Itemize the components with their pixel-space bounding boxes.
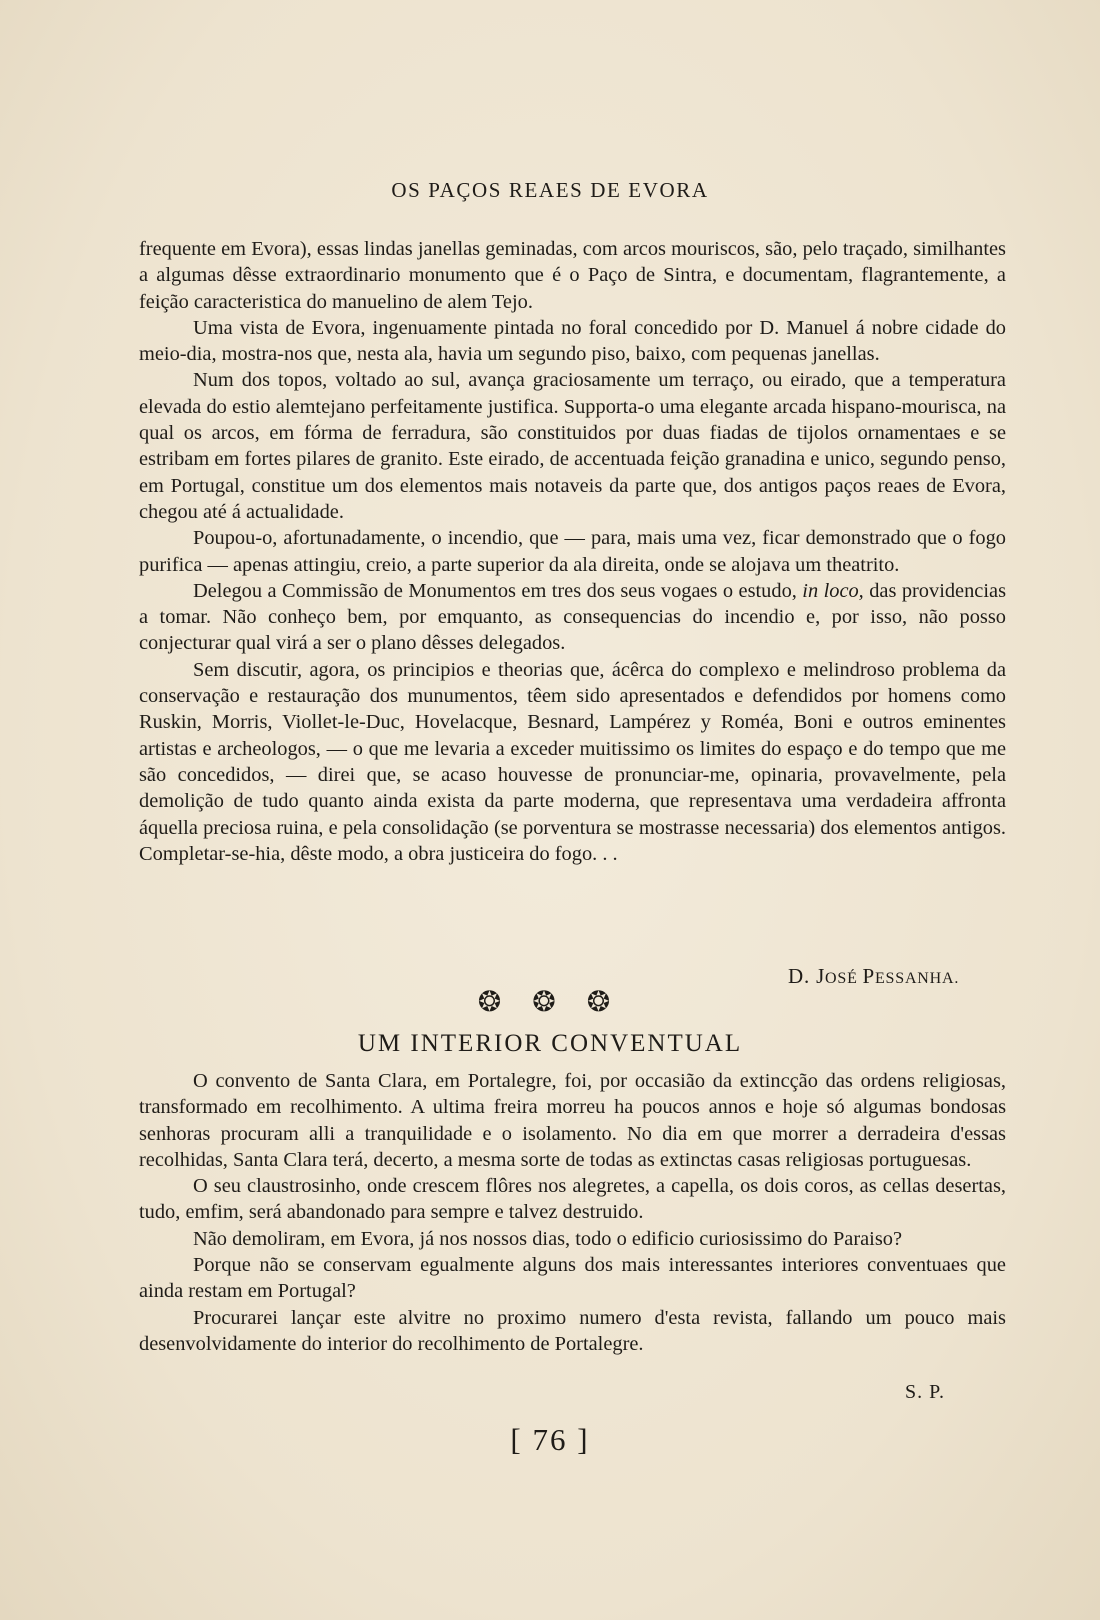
paragraph: Porque não se conservam egualmente alguns dos mais interessantes interiores conventuaes que ainda restam em Portugal? [139, 1254, 1006, 1303]
section-title: UM INTERIOR CONVENTUAL [357, 1030, 743, 1057]
paragraph: Procurarei lançar este alvitre no proximo numero d'esta revista, fallando um pouco mais desenvolvidamente do interior do recolhimento de Portalegre. [139, 1306, 1006, 1355]
signature-part: P [862, 964, 875, 988]
paragraph: Num dos topos, voltado ao sul, avança graciosamente um terraço, ou eirado, que a temperatura elevada do estio alemtejano perfeitamente justifica. Supporta-o uma elegante arcada hispano-mourisca, na qual os arcos, em fórma de ferradura, são constituidos por duas fiadas de tijolos ornamentaes e se estribam em fortes pilares de granito. Este eirado, de accentuada feição granadina e unico, segundo penso, em Portugal, constitue um dos elementos mais notaveis da parte que, dos antigos paços reaes de Evora, chegou até á actualidade. [139, 369, 1006, 523]
signature-part: D. J [788, 964, 826, 988]
paragraph: O seu claustrosinho, onde crescem flôres nos alegretes, a capella, os dois coros, as cellas desertas, tudo, emfim, será abandonado para sempre e talvez destruido. [139, 1175, 1006, 1224]
paragraph-text: Delegou a Commissão de Monumentos em tres dos seus vogaes o estudo, [193, 579, 803, 602]
paragraph: frequente em Evora), essas lindas janellas geminadas, com arcos mouriscos, são, pelo traçado, similhantes a algumas dêsse extraordinario monumento que é o Paço de Sintra, e documentam, flagrantemente, a feição caracteristica do manuelino de alem Tejo. [139, 238, 1006, 313]
paragraph: Não demoliram, em Evora, já nos nossos dias, todo o edificio curiosissimo do Paraiso? [193, 1227, 903, 1250]
paragraph: Poupou-o, afortunadamente, o incendio, que — para, mais uma vez, ficar demonstrado que o fogo purifica — apenas attingiu, creio, a parte superior da ala direita, onde se alojava um theatrito. [139, 527, 1006, 576]
signature-part: OSÉ [825, 970, 863, 987]
paragraph-text: das providencias a tomar. Não conheço bem, por emquanto, as consequencias do incendio e, por isso, não posso conjecturar qual virá a ser o plano dêsses delegados. [139, 579, 1007, 655]
paragraph: Uma vista de Evora, ingenuamente pintada no foral concedido por D. Manuel á nobre cidade do meio-dia, mostra-nos que, nesta ala, havia um segundo piso, baixo, com pequenas janellas. [139, 316, 1006, 366]
paragraph: O convento de Santa Clara, em Portalegre, foi, por occasião da extincção das ordens religiosas, transformado em recolhimento. A ultima freira morreu ha poucos annos e hoje só algumas bondosas senhoras procuram alli a tranquilidade e o isolamento. No dia em que morrer a derradeira d'essas recolhidas, Santa Clara terá, decerto, a mesma sorte de todas as extinctas casas religiosas portuguesas. [139, 1070, 1006, 1171]
article-body-1 [139, 236, 1006, 867]
italic-phrase: in loco, [802, 579, 864, 602]
running-head: OS PAÇOS REAES DE EVORA [391, 178, 709, 202]
paragraph [139, 578, 1006, 657]
signature-part: ESSANHA. [874, 970, 960, 987]
paragraph: Sem discutir, agora, os principios e theorias que, ácêrca do complexo e melindroso problema da conservação e restauração dos munumentos, têem sido apresentados e defendidos por homens como Ruskin, Morris, Viollet-le-Duc, Hovelacque, Besnard, Lampérez y Roméa, Boni e outros eminentes artistas e archeologos, — o que me levaria a exceder muitissimo os limites do espaço e do tempo que me são concedidos, — direi que, se acaso houvesse de pronunciar-me, opinaria, provavelmente, pela demolição de tudo quanto ainda exista da parte moderna, que representava uma verdadeira affronta áquella preciosa ruina, e pela consolidação (se porventura se mostrasse necessaria) dos elementos antigos. Completar-se-hia, dêste modo, a obra justiceira do fogo. . . [139, 658, 1006, 865]
page-number: [ 76 ] [510, 1422, 590, 1457]
section-ornament: ❂ ❂ ❂ [477, 987, 623, 1018]
author-initials: S. P. [905, 1381, 946, 1403]
article-body-2 [139, 1068, 1006, 1357]
